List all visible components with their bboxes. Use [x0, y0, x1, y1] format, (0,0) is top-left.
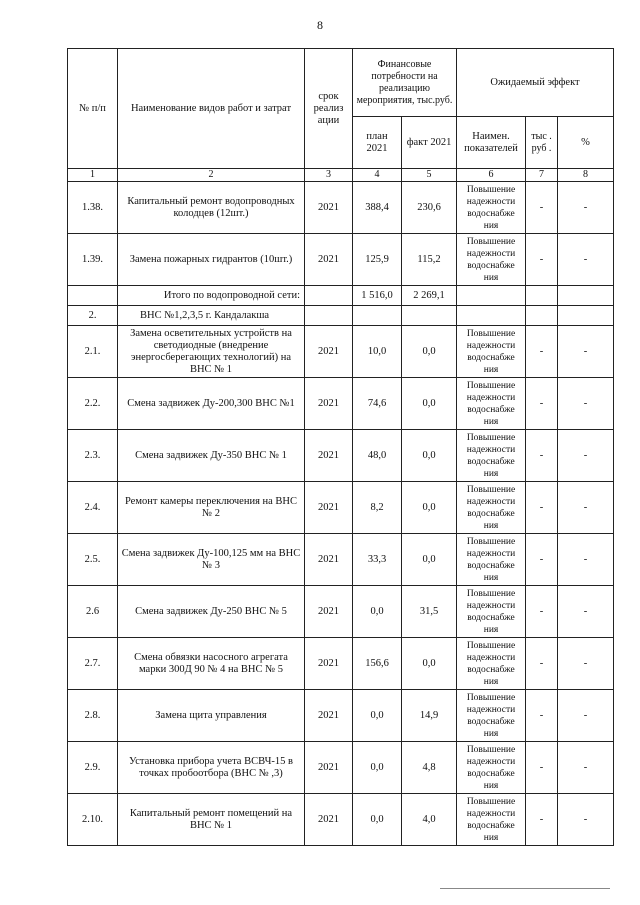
row-fact: 4,8	[402, 742, 457, 794]
table-row	[68, 586, 614, 638]
row-effect: Повышение надежности водоснабже ния	[457, 430, 526, 482]
row-num: 2.1.	[68, 326, 118, 378]
row-fact: 0,0	[402, 638, 457, 690]
row-rub: -	[526, 482, 558, 534]
section-row	[68, 306, 614, 326]
header-indicators: Наимен. показателей	[457, 117, 526, 169]
row-num: 2.8.	[68, 690, 118, 742]
row-term: 2021	[305, 794, 353, 846]
column-number: 5	[402, 169, 457, 182]
row-rub: -	[526, 742, 558, 794]
row-num: 2.9.	[68, 742, 118, 794]
header-name: Наименование видов работ и затрат	[118, 49, 305, 169]
row-num: 2.4.	[68, 482, 118, 534]
row-fact: 230,6	[402, 182, 457, 234]
row-pct: -	[558, 378, 614, 430]
row-term: 2021	[305, 690, 353, 742]
column-number: 4	[353, 169, 402, 182]
row-effect: Повышение надежности водоснабже ния	[457, 638, 526, 690]
row-term: 2021	[305, 638, 353, 690]
row-plan: 74,6	[353, 378, 402, 430]
row-term: 2021	[305, 430, 353, 482]
row-plan: 388,4	[353, 182, 402, 234]
row-num: 2.10.	[68, 794, 118, 846]
table-row	[68, 234, 614, 286]
row-effect: Повышение надежности водоснабже ния	[457, 182, 526, 234]
row-name: Смена задвижек Ду-350 ВНС № 1	[118, 430, 305, 482]
table-row	[68, 182, 614, 234]
row-pct: -	[558, 234, 614, 286]
row-effect: Повышение надежности водоснабже ния	[457, 794, 526, 846]
row-pct: -	[558, 690, 614, 742]
row-name: Смена задвижек Ду-200,300 ВНС №1	[118, 378, 305, 430]
row-effect: Повышение надежности водоснабже ния	[457, 326, 526, 378]
row-name: Установка прибора учета ВСВЧ-15 в точках пробоотбора (ВНС № ,3)	[118, 742, 305, 794]
row-plan: 0,0	[353, 690, 402, 742]
row-fact: 31,5	[402, 586, 457, 638]
total-fact: 2 269,1	[402, 286, 457, 306]
row-plan: 0,0	[353, 742, 402, 794]
row-pct: -	[558, 534, 614, 586]
column-number: 1	[68, 169, 118, 182]
row-term: 2021	[305, 182, 353, 234]
row-name: Замена осветительных устройств на светодиодные (внедрение энергосберегающих технологий) на ВНС № 1	[118, 326, 305, 378]
row-rub: -	[526, 430, 558, 482]
row-fact: 0,0	[402, 378, 457, 430]
row-rub: -	[526, 690, 558, 742]
header-effect: Ожидаемый эффект	[457, 49, 614, 117]
total-label: Итого по водопроводной сети:	[118, 286, 305, 306]
row-pct: -	[558, 794, 614, 846]
row-rub: -	[526, 378, 558, 430]
row-pct: -	[558, 182, 614, 234]
table-row	[68, 482, 614, 534]
row-plan: 0,0	[353, 794, 402, 846]
header-percent: %	[558, 117, 614, 169]
row-num: 2.5.	[68, 534, 118, 586]
column-number: 7	[526, 169, 558, 182]
column-numbers-row	[68, 169, 614, 182]
row-pct: -	[558, 586, 614, 638]
row-plan: 10,0	[353, 326, 402, 378]
row-fact: 115,2	[402, 234, 457, 286]
row-rub: -	[526, 534, 558, 586]
total-row	[68, 286, 614, 306]
row-rub: -	[526, 586, 558, 638]
header-finance: Финансовые потребности на реализацию мероприятия, тыс.руб.	[353, 49, 457, 117]
column-number: 6	[457, 169, 526, 182]
column-number: 3	[305, 169, 353, 182]
row-fact: 0,0	[402, 482, 457, 534]
row-num: 1.39.	[68, 234, 118, 286]
table-row	[68, 430, 614, 482]
row-term: 2021	[305, 534, 353, 586]
row-term: 2021	[305, 742, 353, 794]
row-term: 2021	[305, 378, 353, 430]
row-rub: -	[526, 794, 558, 846]
column-number: 8	[558, 169, 614, 182]
row-effect: Повышение надежности водоснабже ния	[457, 742, 526, 794]
row-num: 2.7.	[68, 638, 118, 690]
row-name: Смена обвязки насосного агрегата марки 300Д 90 № 4 на ВНС № 5	[118, 638, 305, 690]
row-plan: 33,3	[353, 534, 402, 586]
table-row	[68, 794, 614, 846]
row-effect: Повышение надежности водоснабже ния	[457, 378, 526, 430]
row-fact: 0,0	[402, 430, 457, 482]
header-plan: план 2021	[353, 117, 402, 169]
row-fact: 14,9	[402, 690, 457, 742]
section-num: 2.	[68, 306, 118, 326]
row-effect: Повышение надежности водоснабже ния	[457, 586, 526, 638]
row-term: 2021	[305, 234, 353, 286]
row-num: 2.3.	[68, 430, 118, 482]
row-fact: 0,0	[402, 326, 457, 378]
table-row	[68, 534, 614, 586]
table-row	[68, 638, 614, 690]
row-plan: 8,2	[353, 482, 402, 534]
row-num: 2.2.	[68, 378, 118, 430]
row-term: 2021	[305, 586, 353, 638]
row-effect: Повышение надежности водоснабже ния	[457, 234, 526, 286]
header-fact: факт 2021	[402, 117, 457, 169]
table-row	[68, 742, 614, 794]
total-plan: 1 516,0	[353, 286, 402, 306]
table-row	[68, 378, 614, 430]
row-pct: -	[558, 638, 614, 690]
row-pct: -	[558, 742, 614, 794]
row-effect: Повышение надежности водоснабже ния	[457, 534, 526, 586]
table-row	[68, 690, 614, 742]
column-number: 2	[118, 169, 305, 182]
row-rub: -	[526, 326, 558, 378]
row-name: Капитальный ремонт водопроводных колодцев (12шт.)	[118, 182, 305, 234]
row-name: Смена задвижек Ду-250 ВНС № 5	[118, 586, 305, 638]
page-number: 8	[317, 18, 323, 32]
row-name: Замена щита управления	[118, 690, 305, 742]
row-pct: -	[558, 326, 614, 378]
row-effect: Повышение надежности водоснабже ния	[457, 482, 526, 534]
section-title: ВНС №1,2,3,5 г. Кандалакша	[118, 306, 305, 326]
row-fact: 4,0	[402, 794, 457, 846]
header-num: № п/п	[68, 49, 118, 169]
row-rub: -	[526, 182, 558, 234]
row-plan: 125,9	[353, 234, 402, 286]
row-rub: -	[526, 234, 558, 286]
row-rub: -	[526, 638, 558, 690]
row-term: 2021	[305, 326, 353, 378]
header-rub: тыс . руб .	[526, 117, 558, 169]
row-plan: 48,0	[353, 430, 402, 482]
row-num: 2.6	[68, 586, 118, 638]
row-name: Смена задвижек Ду-100,125 мм на ВНС № 3	[118, 534, 305, 586]
row-pct: -	[558, 482, 614, 534]
row-effect: Повышение надежности водоснабже ния	[457, 690, 526, 742]
row-name: Ремонт камеры переключения на ВНС № 2	[118, 482, 305, 534]
table-row	[68, 326, 614, 378]
row-pct: -	[558, 430, 614, 482]
row-fact: 0,0	[402, 534, 457, 586]
row-name: Замена пожарных гидрантов (10шт.)	[118, 234, 305, 286]
row-name: Капитальный ремонт помещений на ВНС № 1	[118, 794, 305, 846]
row-plan: 156,6	[353, 638, 402, 690]
row-num: 1.38.	[68, 182, 118, 234]
page-divider	[440, 888, 610, 889]
header-term: срок реализ ации	[305, 49, 353, 169]
row-plan: 0,0	[353, 586, 402, 638]
budget-table	[67, 48, 614, 846]
row-term: 2021	[305, 482, 353, 534]
